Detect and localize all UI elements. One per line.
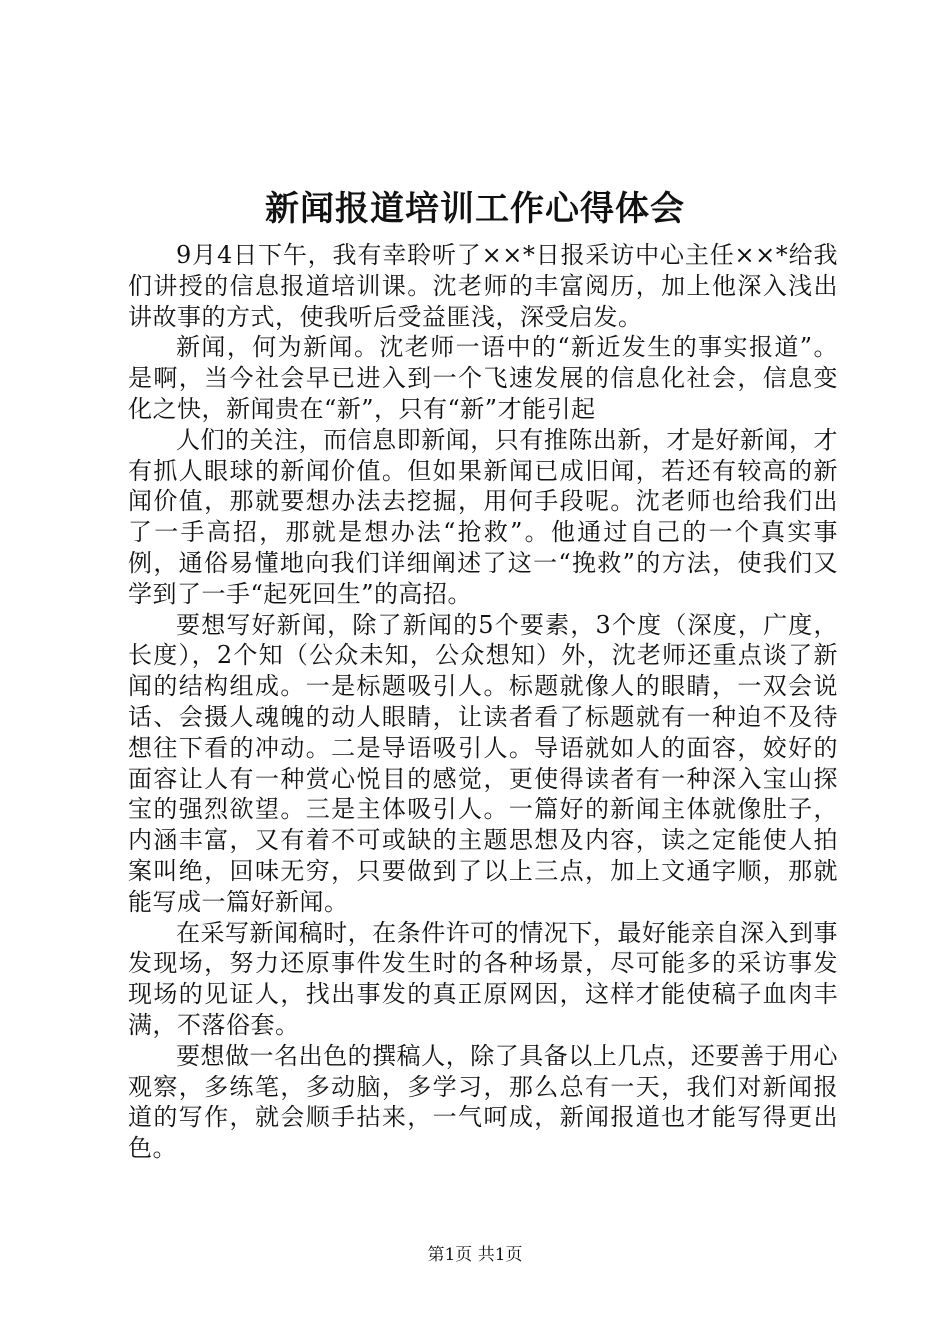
paragraph-5: 在采写新闻稿时，在条件许可的情况下，最好能亲自深入到事发现场，努力还原事件发生时的各种场景，尽可能多的采访事发现场的见证人，找出事发的真正原网因，这样才能使稿子血肉丰满，不落俗套。 bbox=[128, 918, 838, 1039]
page-footer: 第1页 共1页 bbox=[427, 1245, 523, 1265]
document-body bbox=[128, 240, 838, 1164]
document-title: 新闻报道培训工作心得体会 bbox=[265, 189, 685, 229]
paragraph-4: 要想写好新闻，除了新闻的5个要素，3个度（深度，广度，长度），2个知（公众未知，公众想知）外，沈老师还重点谈了新闻的结构组成。一是标题吸引人。标题就像人的眼睛，一双会说话、会摄人魂魄的动人眼睛，让读者看了标题就有一种迫不及待想往下看的冲动。二是导语吸引人。导语就如人的面容，姣好的面容让人有一种赏心悦目的感觉，更使得读者有一种深入宝山探宝的强烈欲望。三是主体吸引人。一篇好的新闻主体就像肚子，内涵丰富，又有着不可或缺的主题思想及内容，读之定能使人拍案叫绝，回味无穷，只要做到了以上三点，加上文通字顺，那就能写成一篇好新闻。 bbox=[128, 610, 838, 916]
paragraph-6: 要想做一名出色的撰稿人，除了具备以上几点，还要善于用心观察，多练笔，多动脑，多学习，那么总有一天，我们对新闻报道的写作，就会顺手拈来，一气呵成，新闻报道也才能写得更出色。 bbox=[128, 1041, 838, 1163]
paragraph-2: 新闻，何为新闻。沈老师一语中的“新近发生的事实报道”。是啊，当今社会早已进入到一个飞速发展的信息化社会，信息变化之快，新闻贵在“新”，只有“新”才能引起 bbox=[128, 333, 838, 423]
paragraph-1: 9月4日下午，我有幸聆听了××*日报采访中心主任××*给我们讲授的信息报道培训课。沈老师的丰富阅历，加上他深入浅出讲故事的方式，使我听后受益匪浅，深受启发。 bbox=[128, 241, 838, 331]
paragraph-3: 人们的关注，而信息即新闻，只有推陈出新，才是好新闻，才有抓人眼球的新闻价值。但如果新闻已成旧闻，若还有较高的新闻价值，那就要想办法去挖掘，用何手段呢。沈老师也给我们出了一手高招，那就是想办法“抢救”。他通过自己的一个真实事例，通俗易懂地向我们详细阐述了这一“挽救”的方法，使我们又学到了一手“起死回生”的高招。 bbox=[128, 425, 838, 608]
